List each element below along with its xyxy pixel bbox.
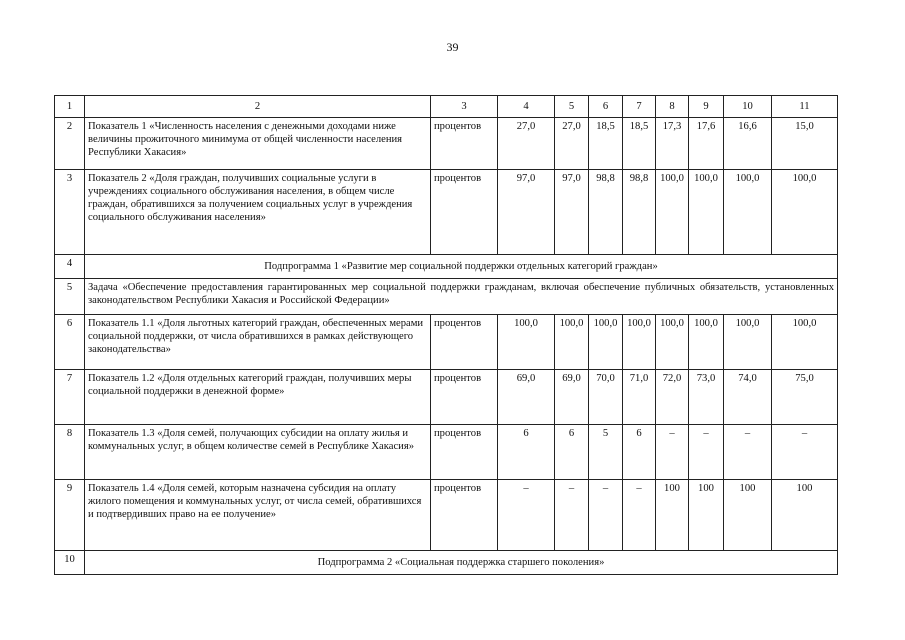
value-cell: 100 bbox=[724, 480, 772, 551]
value-cell: 100,0 bbox=[589, 315, 623, 370]
table-row bbox=[55, 370, 838, 425]
value-cell: 98,8 bbox=[623, 170, 656, 255]
row-number-cell: 8 bbox=[55, 425, 85, 480]
table-row bbox=[55, 480, 838, 551]
value-cell: 72,0 bbox=[656, 370, 689, 425]
unit-cell: процентов bbox=[431, 425, 498, 480]
value-cell: 6 bbox=[498, 425, 555, 480]
table-row bbox=[55, 170, 838, 255]
page-number: 39 bbox=[446, 40, 459, 54]
row-number-cell: 6 bbox=[55, 315, 85, 370]
value-cell: 100 bbox=[656, 480, 689, 551]
value-cell: 75,0 bbox=[772, 370, 838, 425]
unit-cell: процентов bbox=[431, 370, 498, 425]
value-cell: 70,0 bbox=[589, 370, 623, 425]
indicator-name-cell: Показатель 1.1 «Доля льготных категорий граждан, обеспеченных мерами социальной поддержки, от числа обратившихся в рамках действующего законодательства» bbox=[85, 315, 431, 370]
value-cell: – bbox=[623, 480, 656, 551]
value-cell: 73,0 bbox=[689, 370, 724, 425]
row-number-cell: 2 bbox=[55, 118, 85, 170]
value-cell: 18,5 bbox=[623, 118, 656, 170]
value-cell: 100 bbox=[772, 480, 838, 551]
indicators-table bbox=[54, 95, 838, 575]
value-cell: 27,0 bbox=[498, 118, 555, 170]
value-cell: – bbox=[498, 480, 555, 551]
value-cell: 100,0 bbox=[689, 170, 724, 255]
value-cell: 6 bbox=[623, 425, 656, 480]
column-header-cell: 5 bbox=[555, 96, 589, 118]
value-cell: 100,0 bbox=[689, 315, 724, 370]
column-header-cell: 4 bbox=[498, 96, 555, 118]
value-cell: 18,5 bbox=[589, 118, 623, 170]
value-cell: 27,0 bbox=[555, 118, 589, 170]
column-header-cell: 8 bbox=[656, 96, 689, 118]
unit-cell: процентов bbox=[431, 480, 498, 551]
value-cell: 100,0 bbox=[623, 315, 656, 370]
row-number-cell: 4 bbox=[55, 255, 85, 279]
value-cell: 100,0 bbox=[772, 315, 838, 370]
value-cell: 5 bbox=[589, 425, 623, 480]
value-cell: – bbox=[772, 425, 838, 480]
indicator-name-cell: Показатель 1 «Численность населения с денежными доходами ниже величины прожиточного минимума от общей численности населения Республики Хакасия» bbox=[85, 118, 431, 170]
value-cell: 100,0 bbox=[555, 315, 589, 370]
row-number-cell: 7 bbox=[55, 370, 85, 425]
value-cell: 100,0 bbox=[724, 315, 772, 370]
column-header-cell: 3 bbox=[431, 96, 498, 118]
table-row bbox=[55, 551, 838, 575]
table-row bbox=[55, 118, 838, 170]
value-cell: 15,0 bbox=[772, 118, 838, 170]
column-header-cell: 11 bbox=[772, 96, 838, 118]
table-row bbox=[55, 315, 838, 370]
table-row bbox=[55, 255, 838, 279]
subprogram-title-cell: Подпрограмма 1 «Развитие мер социальной поддержки отдельных категорий граждан» bbox=[85, 255, 838, 279]
value-cell: 98,8 bbox=[589, 170, 623, 255]
value-cell: 100,0 bbox=[724, 170, 772, 255]
value-cell: 74,0 bbox=[724, 370, 772, 425]
unit-cell: процентов bbox=[431, 170, 498, 255]
column-header-cell: 6 bbox=[589, 96, 623, 118]
indicator-name-cell: Показатель 1.4 «Доля семей, которым назначена субсидия на оплату жилого помещения и коммунальных услуг, от числа семей, обратившихся и подтвердивших право на ее получение» bbox=[85, 480, 431, 551]
value-cell: 97,0 bbox=[555, 170, 589, 255]
table-row bbox=[55, 425, 838, 480]
row-number-cell: 3 bbox=[55, 170, 85, 255]
column-header-cell: 7 bbox=[623, 96, 656, 118]
value-cell: – bbox=[724, 425, 772, 480]
value-cell: 97,0 bbox=[498, 170, 555, 255]
column-header-cell: 2 bbox=[85, 96, 431, 118]
value-cell: 100,0 bbox=[772, 170, 838, 255]
column-header-cell: 10 bbox=[724, 96, 772, 118]
value-cell: 71,0 bbox=[623, 370, 656, 425]
value-cell: – bbox=[555, 480, 589, 551]
value-cell: 16,6 bbox=[724, 118, 772, 170]
value-cell: 17,6 bbox=[689, 118, 724, 170]
row-number-cell: 9 bbox=[55, 480, 85, 551]
value-cell: – bbox=[689, 425, 724, 480]
value-cell: 100,0 bbox=[656, 170, 689, 255]
subprogram-title-cell: Подпрограмма 2 «Социальная поддержка старшего поколения» bbox=[85, 551, 838, 575]
unit-cell: процентов bbox=[431, 315, 498, 370]
column-header-cell: 1 bbox=[55, 96, 85, 118]
value-cell: 100,0 bbox=[656, 315, 689, 370]
indicator-name-cell: Показатель 1.2 «Доля отдельных категорий граждан, получивших меры социальной поддержки в денежной форме» bbox=[85, 370, 431, 425]
task-text-cell: Задача «Обеспечение предоставления гарантированных мер социальной поддержки гражданам, включая обеспечение публичных обязательств, установленных законодательством Республики Хакасия и Российской Федерации» bbox=[85, 279, 838, 315]
value-cell: 100 bbox=[689, 480, 724, 551]
indicator-name-cell: Показатель 1.3 «Доля семей, получающих субсидии на оплату жилья и коммунальных услуг, в общем количестве семей в Республике Хакасия» bbox=[85, 425, 431, 480]
row-number-cell: 5 bbox=[55, 279, 85, 315]
value-cell: 69,0 bbox=[498, 370, 555, 425]
value-cell: 17,3 bbox=[656, 118, 689, 170]
row-number-cell: 10 bbox=[55, 551, 85, 575]
table-header-row bbox=[55, 96, 838, 118]
column-header-cell: 9 bbox=[689, 96, 724, 118]
unit-cell: процентов bbox=[431, 118, 498, 170]
value-cell: 69,0 bbox=[555, 370, 589, 425]
value-cell: – bbox=[589, 480, 623, 551]
value-cell: 6 bbox=[555, 425, 589, 480]
value-cell: 100,0 bbox=[498, 315, 555, 370]
indicator-name-cell: Показатель 2 «Доля граждан, получивших социальные услуги в учреждениях социального обслуживания населения, в общем числе граждан, обратившихся за получением социальных услуг в учреждения социального обслуживания населения» bbox=[85, 170, 431, 255]
table-row bbox=[55, 279, 838, 315]
value-cell: – bbox=[656, 425, 689, 480]
